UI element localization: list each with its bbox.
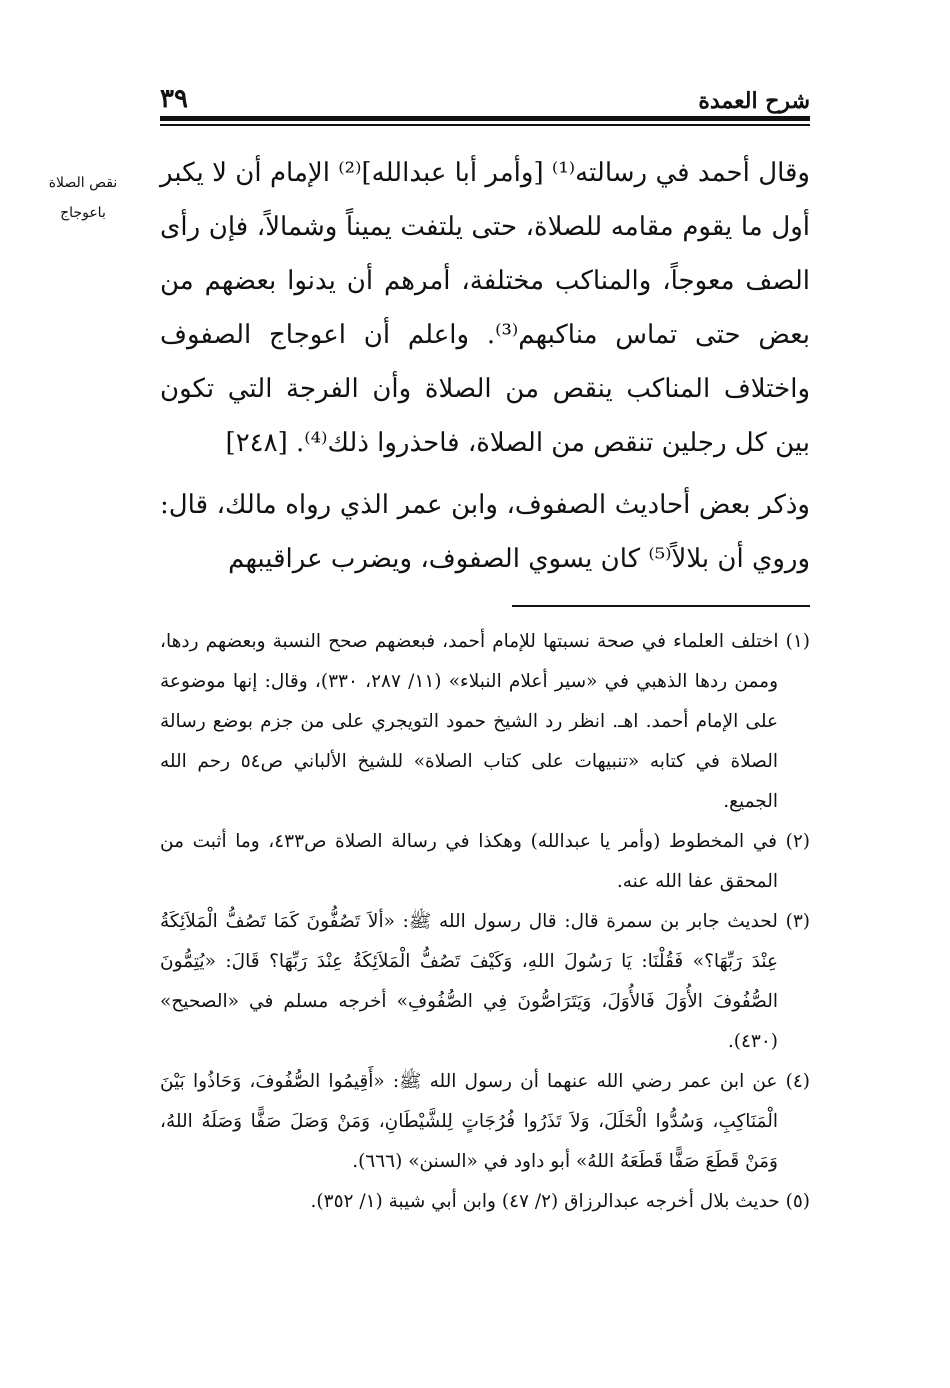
footnote-text: في المخطوط (وأمر يا عبدالله) وهكذا في رسالة الصلاة ص٤٣٣، وما أثبت من المحقق عفا الله عنه. [160, 831, 778, 892]
footnote-text: عن ابن عمر رضي الله عنهما أن رسول الله ﷺ: «أَقِيمُوا الصُّفُوفَ، وَحَاذُوا بَيْنَ الْمَنَاكِبِ، وَسُدُّوا الْخَلَلَ، وَلاَ تَذَرُوا فُرُجَاتٍ لِلشَّيْطَانِ، وَمَنْ وَصَلَ صَفًّا وَصَلَهُ اللهُ، وَمَنْ قَطَعَ صَفًّا قَطَعَهُ اللهُ» أبو داود في «السنن» (٦٦٦). [160, 1071, 778, 1172]
header-rule-thin [160, 124, 810, 126]
footnote-5 [160, 1182, 810, 1222]
footnote-4 [160, 1062, 810, 1182]
footnote-number: (١) [785, 631, 810, 652]
footnote-2 [160, 822, 810, 902]
margin-note: نقص الصلاة باعوجاج [48, 175, 118, 221]
book-title: شرح العمدة [698, 88, 810, 114]
footnote-text: اختلف العلماء في صحة نسبتها للإمام أحمد، فبعضهم صحح النسبة وبعضهم ردها، وممن ردها الذهبي في «سير أعلام النبلاء» (١١/ ٢٨٧، ٣٣٠)، وقال: إنها موضوعة على الإمام أحمد. اهـ. انظر رد الشيخ حمود التويجري على من جزم بوضع رسالة الصلاة في كتابه «تنبيهات على كتاب الصلاة» للشيخ الألباني ص٥٤ رحم الله الجميع. [160, 631, 779, 812]
footnotes [160, 622, 810, 1222]
page-number: ٣٩ [160, 84, 188, 114]
paragraph-2: وذكر بعض أحاديث الصفوف، وابن عمر الذي رواه مالك، قال: وروي أن بلالاً⁽⁵⁾ كان يسوي الصفوف، ويضرب عراقيبهم [160, 490, 810, 574]
footnote-number: (٤) [785, 1071, 810, 1092]
footnote-3 [160, 902, 810, 1062]
main-text [160, 146, 810, 586]
footnote-separator [512, 605, 810, 607]
footnote-text: لحديث جابر بن سمرة قال: قال رسول الله ﷺ: «ألاَ تَصُفُّونَ كَمَا تَصُفُّ الْمَلاَئِكَةُ عِنْدَ رَبِّهَا؟» فَقُلْنَا: يَا رَسُولَ اللهِ، وَكَيْفَ تَصُفُّ الْمَلاَئِكَةُ عِنْدَ رَبِّهَا؟ قَالَ: «يُتِمُّونَ الصُّفُوفَ الأُوَلَ فَالأُوَلَ، وَيَتَرَاصُّونَ فِي الصُّفُوفِ» أخرجه مسلم في «الصحيح» (٤٣٠). [160, 911, 778, 1052]
header-rule-thick [160, 116, 810, 121]
footnote-number: (٥) [785, 1191, 810, 1212]
footnote-1 [160, 622, 810, 822]
footnote-number: (٣) [785, 911, 810, 932]
footnote-text: حديث بلال أخرجه عبدالرزاق (٢/ ٤٧) وابن أبي شيبة (١/ ٣٥٢). [310, 1191, 780, 1212]
page-header [160, 84, 810, 114]
paragraph-1: وقال أحمد في رسالته⁽¹⁾ [وأمر أبا عبدالله]⁽²⁾ الإمام أن لا يكبر أول ما يقوم مقامه للصلاة، حتى يلتفت يميناً وشمالاً، فإن رأى الصف معوجاً، والمناكب مختلفة، أمرهم أن يدنوا بعضهم من بعض حتى تماس مناكبهم⁽³⁾. واعلم أن اعوجاج الصفوف واختلاف المناكب ينقص من الصلاة وأن الفرجة التي تكون بين كل رجلين تنقص من الصلاة، فاحذروا ذلك⁽⁴⁾. [٢٤٨] [160, 158, 810, 458]
footnote-number: (٢) [785, 831, 810, 852]
